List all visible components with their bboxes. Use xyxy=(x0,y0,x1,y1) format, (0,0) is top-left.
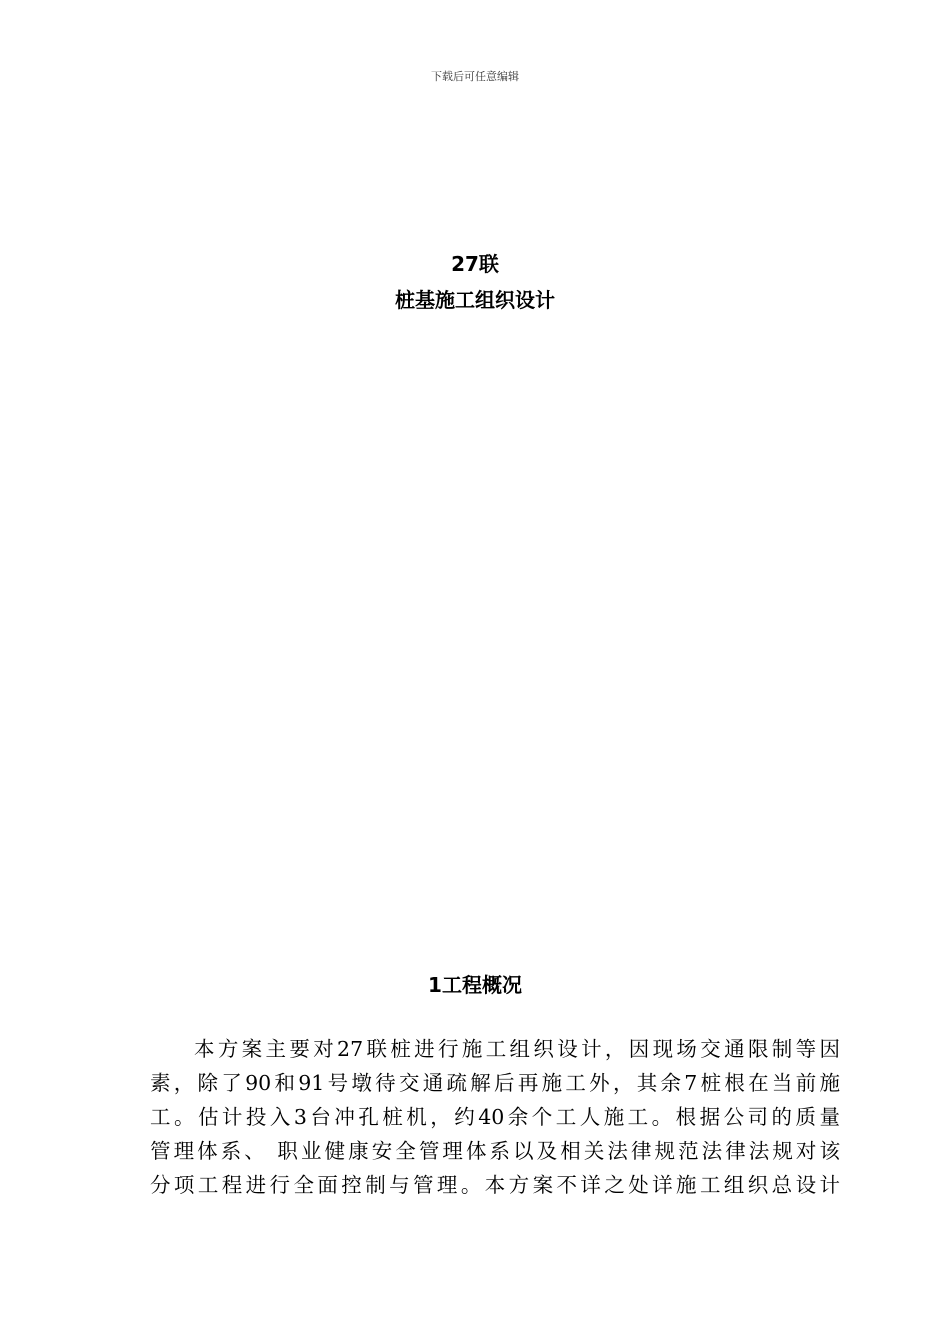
paragraph-line: 分项工程进行全面控制与管理。本方案不详之处详施工组织总设计 xyxy=(150,1173,840,1197)
cover-title-line-2: 桩基施工组织设计 xyxy=(395,288,555,312)
section-paragraph xyxy=(150,1032,840,1202)
section-heading: 1工程概况 xyxy=(428,973,522,997)
page-header-note: 下载后可任意编辑 xyxy=(431,70,519,83)
paragraph-line: 工。估计投入3台冲孔桩机，约40余个工人施工。根据公司的质量 xyxy=(150,1105,840,1129)
cover-title xyxy=(0,246,950,318)
paragraph-line: 本方案主要对27联桩进行施工组织设计，因现场交通限制等因 xyxy=(194,1037,840,1061)
paragraph-line: 素，除了90和91号墩待交通疏解后再施工外，其余7桩根在当前施 xyxy=(150,1071,840,1095)
cover-title-line-1: 27联 xyxy=(451,252,499,276)
paragraph-line: 管理体系、 职业健康安全管理体系以及相关法律规范法律法规对该 xyxy=(150,1139,840,1163)
